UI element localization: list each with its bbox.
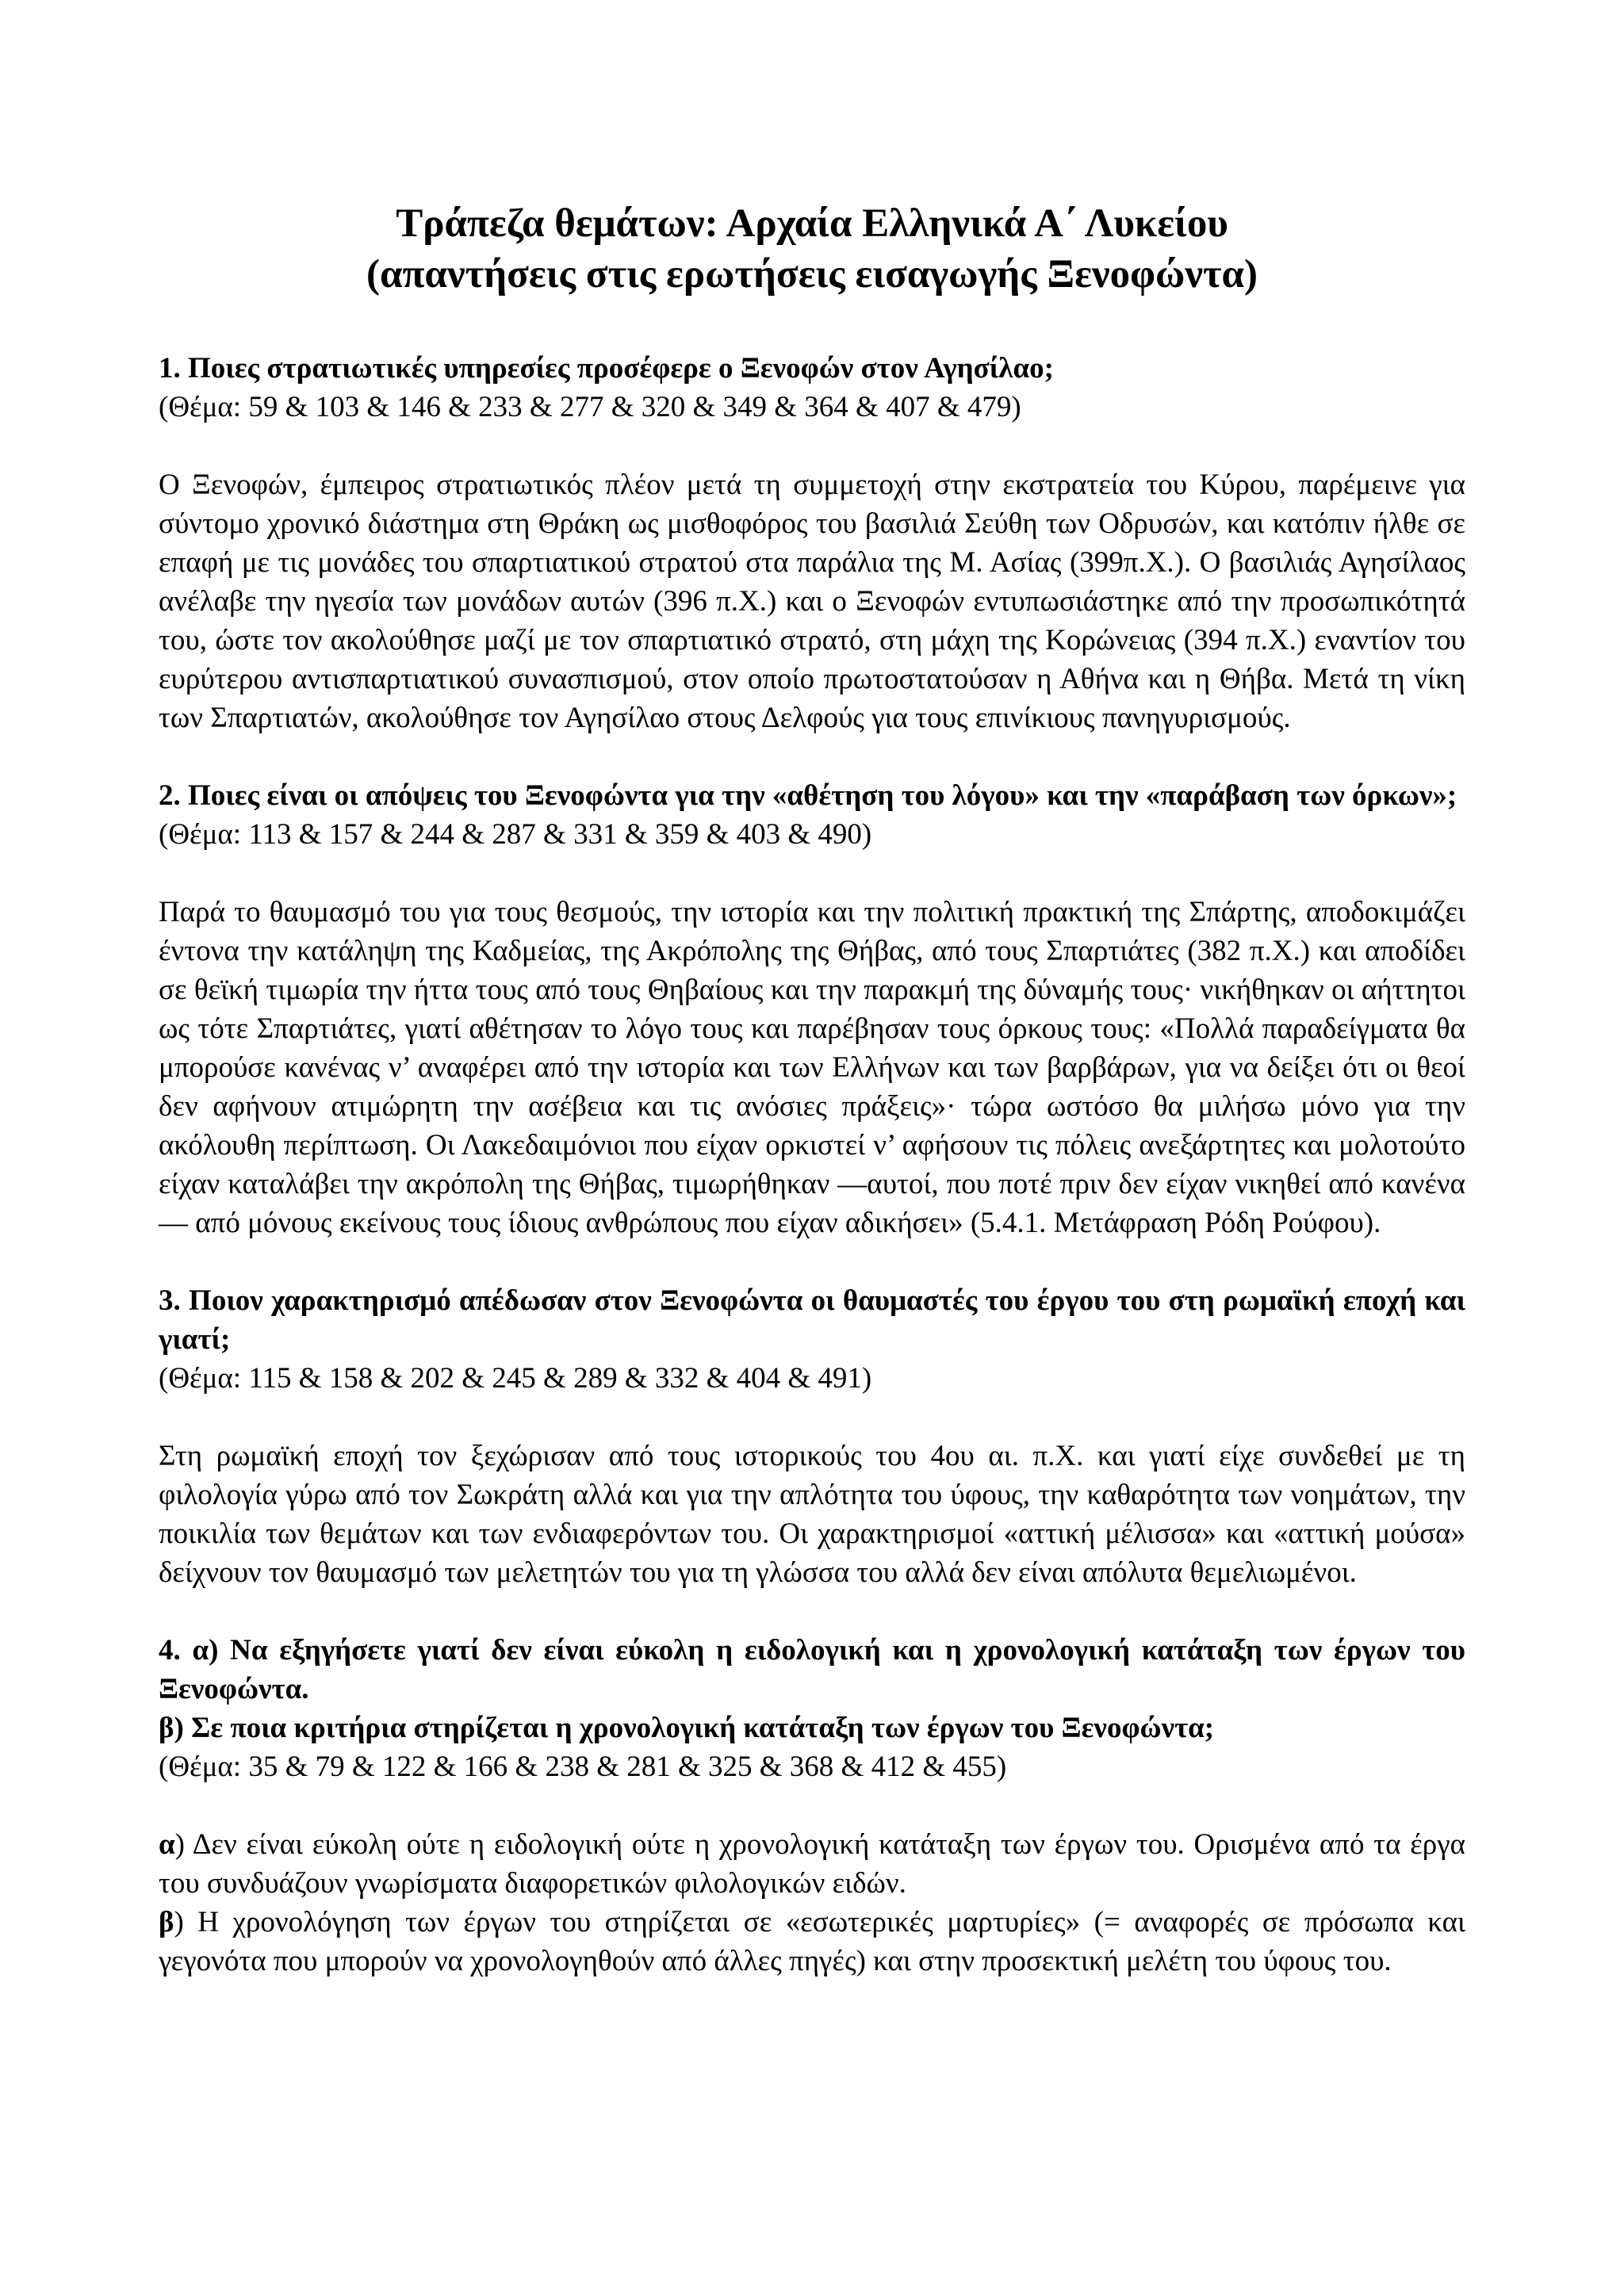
answer-text-a: ) Δεν είναι εύκολη ούτε η ειδολογική ούτε η χρονολογική κατάταξη των έργων του. Ορισμένα από τα έργα του συνδυάζουν γνωρίσματα διαφορετικών φιλολογικών ειδών. (159, 1828, 1465, 1900)
question-heading: 3. Ποιον χαρακτηρισμό απέδωσαν στον Ξενοφώντα οι θαυμαστές του έργου του στη ρωμαϊκή εποχή και γιατί; (159, 1284, 1465, 1356)
question-reference: (Θέμα: 115 & 158 & 202 & 245 & 289 & 332 & 404 & 491) (159, 1362, 872, 1395)
title-line-2: (απαντήσεις στις ερωτήσεις εισαγωγής Ξενοφώντα) (366, 252, 1258, 297)
question-heading-a: 4. α) Να εξηγήσετε γιατί δεν είναι εύκολη η ειδολογική και η χρονολογική κατάταξη των έργων του Ξενοφώντα. (159, 1634, 1465, 1705)
answer-paragraph: Παρά το θαυμασμό του για τους θεσμούς, την ιστορία και την πολιτική πρακτική της Σπάρτης, αποδοκιμάζει έντονα την κατάληψη της Καδμείας, της Ακρόπολης της Θήβας, από τους Σπαρτιάτες (382 π.Χ.) και αποδίδει σε θεϊκή τιμωρία την ήττα τους από τους Θηβαίους και την παρακμή της δύναμής τους· νικήθηκαν οι αήττητοι ως τότε Σπαρτιάτες, γιατί αθέτησαν το λόγο τους και παρέβησαν τους όρκους τους: «Πολλά παραδείγματα θα μπορούσε κανένας ν’ αναφέρει από την ιστορία και των Ελλήνων και των βαρβάρων, για να δείξει ότι οι θεοί δεν αφήνουν ατιμώρητη την ασέβεια και τις ανόσιες πράξεις»· τώρα ωστόσο θα μιλήσω μόνο για την ακόλουθη περίπτωση. Οι Λακεδαιμόνιοι που είχαν ορκιστεί ν’ αφήσουν τις πόλεις ανεξάρτητες και μολοτούτο είχαν καταλάβει την ακρόπολη της Θήβας, τιμωρήθηκαν —αυτοί, που ποτέ πριν δεν είχαν νικηθεί από κανένα— από μόνους εκείνους τους ίδιους ανθρώπους που είχαν αδικήσει» (5.4.1. Μετάφραση Ρόδη Ρούφου). (159, 896, 1465, 1239)
answer-paragraph: Ο Ξενοφών, έμπειρος στρατιωτικός πλέον μετά τη συμμετοχή στην εκστρατεία του Κύρου, παρέμεινε για σύντομο χρονικό διάστημα στη Θράκη ως μισθοφόρος του βασιλιά Σεύθη των Οδρυσών, και κατόπιν ήλθε σε επαφή με τις μονάδες του σπαρτιατικού στρατού στα παράλια της Μ. Ασίας (399π.Χ.). Ο βασιλιάς Αγησίλαος ανέλαβε την ηγεσία των μονάδων αυτών (396 π.Χ.) και ο Ξενοφών εντυπωσιάστηκε από την προσωπικότητά του, ώστε τον ακολούθησε μαζί με τον σπαρτιατικό στρατό, στη μάχη της Κορώνειας (394 π.Χ.) εναντίον του ευρύτερου αντισπαρτιατικού συνασπισμού, στον οποίο πρωτοστατούσαν η Αθήνα και η Θήβα. Μετά τη νίκη των Σπαρτιατών, ακολούθησε τον Αγησίλαο στους Δελφούς για τους επινίκιους πανηγυρισμούς. (159, 469, 1465, 734)
question-section-3 (159, 1281, 1465, 1592)
answer-paragraph-b (159, 1903, 1465, 1980)
question-section-1 (159, 349, 1465, 737)
question-reference: (Θέμα: 59 & 103 & 146 & 233 & 277 & 320 & 349 & 364 & 407 & 479) (159, 391, 1021, 423)
question-reference: (Θέμα: 35 & 79 & 122 & 166 & 238 & 281 & 325 & 368 & 412 & 455) (159, 1751, 1007, 1783)
question-heading: 2. Ποιες είναι οι απόψεις του Ξενοφώντα για την «αθέτηση του λόγου» και την «παράβαση των όρκων»; (159, 779, 1457, 812)
answer-block (159, 893, 1465, 1242)
answer-text-b: ) Η χρονολόγηση των έργων του στηρίζεται σε «εσωτερικές μαρτυρίες» (= αναφορές σε πρόσωπα και γεγονότα που μπορούν να χρονολογηθούν από άλλες πηγές) και στην προσεκτική μελέτη του ύφους του. (159, 1906, 1465, 1977)
question-section-2 (159, 776, 1465, 1242)
document-title (159, 198, 1465, 300)
answer-block (159, 465, 1465, 737)
document-page (159, 198, 1465, 2019)
title-line-1: Τράπεζα θεμάτων: Αρχαία Ελληνικά Α΄ Λυκείου (396, 201, 1228, 246)
answer-label-a: α (159, 1828, 175, 1861)
question-heading-b: β) Σε ποια κριτήρια στηρίζεται η χρονολογική κατάταξη των έργων του Ξενοφώντα; (159, 1712, 1215, 1744)
question-section-4 (159, 1631, 1465, 1980)
answer-paragraph-a (159, 1825, 1465, 1903)
answer-block (159, 1825, 1465, 1980)
answer-paragraph: Στη ρωμαϊκή εποχή τον ξεχώρισαν από τους ιστορικούς του 4ου αι. π.Χ. και γιατί είχε συνδεθεί με τη φιλολογία γύρω από τον Σωκράτη αλλά και για την απλότητα του ύφους, την καθαρότητα των νοημάτων, την ποικιλία των θεμάτων και των ενδιαφερόντων του. Οι χαρακτηρισμοί «αττική μέλισσα» και «αττική μούσα» δείχνουν τον θαυμασμό των μελετητών του για τη γλώσσα του αλλά δεν είναι απόλυτα θεμελιωμένοι. (159, 1440, 1465, 1589)
answer-label-b: β (159, 1906, 174, 1938)
answer-block (159, 1437, 1465, 1592)
question-heading: 1. Ποιες στρατιωτικές υπηρεσίες προσέφερε ο Ξενοφών στον Αγησίλαο; (159, 352, 1054, 385)
question-reference: (Θέμα: 113 & 157 & 244 & 287 & 331 & 359 & 403 & 490) (159, 818, 872, 851)
